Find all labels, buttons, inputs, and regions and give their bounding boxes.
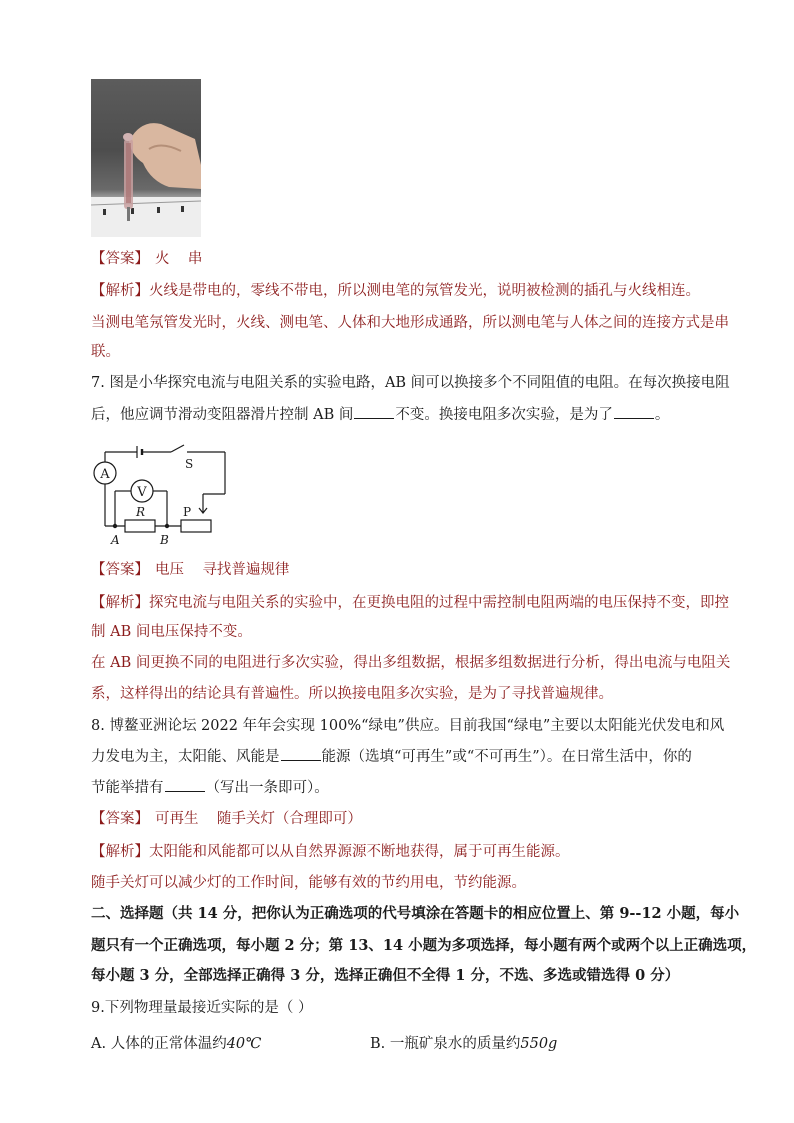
answer-tag: 【答案】 [91, 562, 149, 578]
q7-analysis-line-3: 在 AB 间更换不同的电阻进行多次实验，得出多组数据，根据多组数据进行分析，得出电流与电阻关 [91, 655, 731, 671]
q7-analysis-line-4: 系，这样得出的结论具有普遍性。所以换接电阻多次实验，是为了寻找普遍规律。 [91, 686, 613, 702]
analysis-tag: 【解析】 [91, 283, 149, 299]
answer-blank [354, 406, 394, 419]
test-pen-photo-drawing [91, 79, 201, 237]
q8-analysis-line-2: 随手关灯可以减少灯的工作时间，能够有效的节约用电，节约能源。 [91, 875, 526, 891]
analysis-tag: 【解析】 [91, 595, 149, 611]
q8-stem-part-3: 节能举措有 [91, 780, 164, 796]
answer-blank [281, 748, 321, 761]
section-2-heading-line-1: 二、选择题（共 14 分，把你认为正确选项的代号填涂在答题卡的相应位置上、第 9--12 小题，每小 [91, 905, 740, 922]
q6-analysis-line-1 [91, 281, 700, 301]
resistor-label: R [136, 505, 146, 519]
q7-analysis-line-1 [91, 593, 729, 613]
voltmeter-label: V [137, 485, 147, 500]
q6-analysis-line-3: 联。 [91, 344, 120, 360]
circuit-diagram [91, 444, 241, 548]
q8-answer [91, 809, 362, 829]
option-b-text: B. 一瓶矿泉水的质量约 [370, 1036, 521, 1052]
ammeter-label: A [100, 467, 110, 482]
analysis-text: 火线是带电的，零线不带电，所以测电笔的氖管发光，说明被检测的插孔与火线相连。 [149, 283, 700, 299]
option-a-value: 40℃ [226, 1036, 262, 1052]
junction-a [113, 524, 117, 528]
q8-analysis-line-1 [91, 842, 570, 862]
q7-stem-part-3: 。 [654, 407, 670, 423]
q7-stem-part-2: 不变。换接电阻多次实验，是为了 [395, 407, 613, 423]
analysis-text: 太阳能和风能都可以从自然界源源不断地获得，属于可再生能源。 [149, 844, 570, 860]
answer-text: 可再生 随手关灯（合理即可） [155, 811, 362, 827]
q8-stem-line-2 [91, 747, 692, 767]
q7-stem-line-2 [91, 405, 669, 425]
section-2-heading-line-2: 题只有一个正确选项，每小题 2 分；第 13、14 小题为多项选择，每小题有两个或两个以上正确选项， [91, 937, 757, 954]
q9-stem: 9.下列物理量最接近实际的是（ ） [91, 1000, 313, 1016]
analysis-text: 探究电流与电阻关系的实验中，在更换电阻的过程中需控制电阻两端的电压保持不变，即控 [149, 595, 729, 611]
q8-stem-line-1: 8. 博鳌亚洲论坛 2022 年年会实现 100%“绿电”供应。目前我国“绿电”主要以太阳能光伏发电和风 [91, 718, 725, 734]
slider-label: P [183, 505, 192, 519]
q9-option-b [370, 1034, 557, 1054]
answer-text: 电压 寻找普遍规律 [155, 562, 290, 578]
point-b-label: B [160, 533, 169, 547]
q8-stem-part-1: 力发电为主，太阳能、风能是 [91, 749, 280, 765]
q7-stem-line-1: 7. 图是小华探究电流与电阻关系的实验电路，AB 间可以换接多个不同阻值的电阻。在每次换接电阻 [91, 375, 730, 391]
junction-b [165, 524, 169, 528]
q8-stem-line-3 [91, 778, 329, 798]
q9-option-a [91, 1034, 261, 1054]
option-a-text: A. 人体的正常体温约 [91, 1036, 227, 1052]
analysis-tag: 【解析】 [91, 844, 149, 860]
answer-blank [165, 779, 205, 792]
switch-label: S [185, 457, 194, 471]
q8-stem-part-2: 能源（选填“可再生”或“不可再生”）。在日常生活中，你的 [321, 749, 692, 765]
q8-stem-part-4: （写出一条即可）。 [205, 780, 329, 796]
answer-text: 火 串 [155, 251, 203, 267]
point-a-label: A [111, 533, 120, 547]
answer-blank [614, 406, 654, 419]
answer-tag: 【答案】 [91, 251, 149, 267]
q6-answer [91, 249, 202, 269]
answer-tag: 【答案】 [91, 811, 149, 827]
option-b-value: 550g [520, 1036, 558, 1052]
section-2-heading-line-3: 每小题 3 分，全部选择正确得 3 分，选择正确但不全得 1 分，不选、多选或错选得 0 分） [91, 967, 680, 984]
q6-analysis-line-2: 当测电笔氖管发光时，火线、测电笔、人体和大地形成通路，所以测电笔与人体之间的连接方式是串 [91, 315, 729, 331]
q7-answer [91, 560, 289, 580]
q7-stem-part-1: 后，他应调节滑动变阻器滑片控制 AB 间 [91, 407, 354, 423]
test-pen-photo [91, 79, 201, 237]
q7-analysis-line-2: 制 AB 间电压保持不变。 [91, 624, 252, 640]
